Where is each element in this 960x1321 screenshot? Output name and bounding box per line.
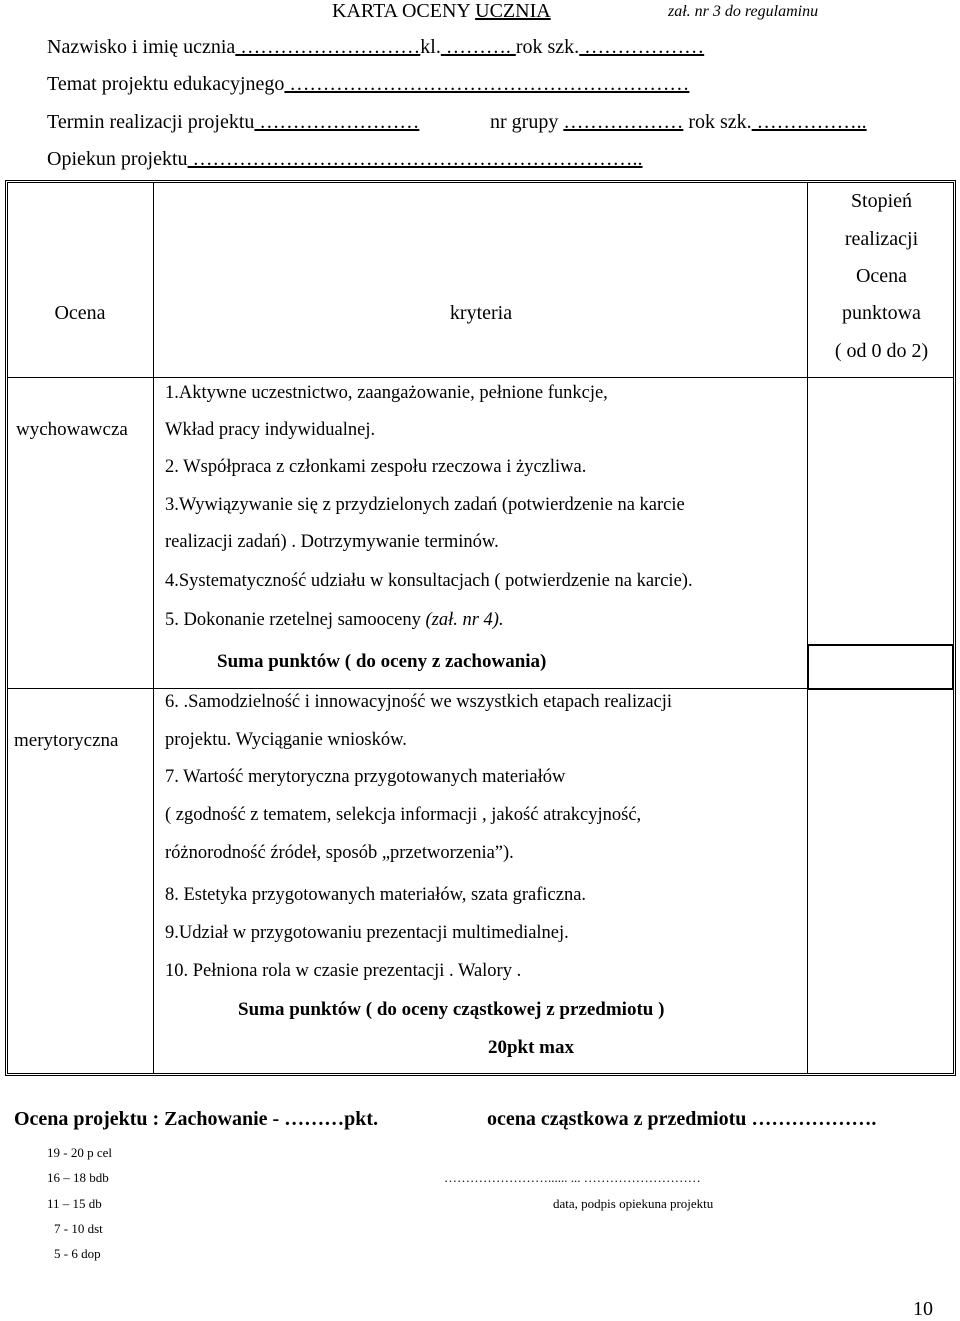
scale-item-dop: 5 - 6 dop: [54, 1246, 101, 1261]
criterion-10: 10. Pełniona rola w czasie prezentacji . Walory .: [165, 961, 522, 981]
school-year-field[interactable]: ………………: [579, 36, 705, 58]
criterion-4: 4.Systematyczność udziału w konsultacjach ( potwierdzenie na karcie).: [165, 571, 693, 591]
school-year-label-2: rok szk.: [688, 111, 752, 133]
scale-item-db: 11 – 15 db: [47, 1196, 102, 1211]
page-number: 10: [913, 1298, 933, 1320]
score-column-header-line-2: realizacji: [844, 228, 919, 250]
column-divider-right-top: [807, 182, 808, 644]
title-underlined: UCZNIA: [475, 0, 551, 22]
grade-column-header: Ocena: [54, 302, 106, 324]
school-year-label: rok szk.: [515, 36, 580, 58]
class-field[interactable]: ……….: [440, 36, 516, 58]
student-name-field[interactable]: ………………………: [235, 36, 421, 58]
signature-label: data, podpis opiekuna projektu: [553, 1196, 714, 1211]
criterion-7-cont-1: ( zgodność z tematem, selekcja informacji , jakość atrakcyjność,: [165, 805, 642, 825]
project-topic-label: Temat projektu edukacyjnego: [47, 73, 285, 95]
signature-dots[interactable]: ……………………...... ... ………………………: [444, 1170, 701, 1185]
criteria-column-header: kryteria: [449, 302, 513, 324]
scale-item-dst: 7 - 10 dst: [54, 1221, 103, 1236]
column-divider-right-bottom: [807, 688, 808, 1074]
project-topic-line: [47, 73, 689, 96]
project-term-line: [47, 111, 867, 134]
behaviour-sum-label: Suma punktów ( do oceny z zachowania): [217, 651, 547, 672]
section-substantive-label: merytoryczna: [14, 730, 119, 751]
criterion-5-reference: (zał. nr 4).: [425, 610, 504, 630]
title-text: KARTA OCENY: [332, 0, 476, 22]
document-title: [332, 0, 551, 23]
tutor-line: [47, 148, 643, 171]
score-column-header-line-5: ( od 0 do 2): [834, 340, 929, 362]
project-term-label: Termin realizacji projektu: [47, 111, 255, 133]
column-divider-left: [153, 182, 154, 1074]
criterion-1-cont: Wkład pracy indywidualnej.: [165, 420, 376, 440]
subject-sum-label: Suma punktów ( do oceny cząstkowej z przedmiotu ): [238, 999, 665, 1020]
attachment-note: zał. nr 3 do regulaminu: [668, 3, 819, 20]
criterion-7-cont-2: różnorodność źródeł, sposób „przetworzenia”).: [165, 843, 514, 863]
project-grade-line: Ocena projektu : Zachowanie - ………pkt.: [14, 1108, 379, 1130]
document-header: [0, 0, 960, 22]
criterion-6: 6. .Samodzielność i innowacyjność we wszystkich etapach realizacji: [165, 692, 673, 712]
criterion-2: 2. Współpraca z członkami zespołu rzeczowa i życzliwa.: [165, 457, 587, 477]
criterion-3-cont: realizacji zadań) . Dotrzymywanie terminów.: [165, 532, 499, 552]
header-row-divider: [7, 377, 954, 378]
criterion-3: 3.Wywiązywanie się z przydzielonych zadań (potwierdzenie na karcie: [165, 495, 685, 515]
score-column-header-line-1: Stopień: [850, 190, 913, 212]
criterion-5: [165, 610, 504, 631]
project-term-field[interactable]: ……………………: [254, 111, 420, 133]
class-label: kl.: [420, 36, 441, 58]
criterion-6-cont: projektu. Wyciąganie wniosków.: [165, 730, 407, 750]
tutor-field[interactable]: …………………………………………………………..: [187, 148, 643, 170]
project-topic-field[interactable]: ……………………………………………………: [284, 73, 690, 95]
criterion-7: 7. Wartość merytoryczna przygotowanych materiałów: [165, 767, 566, 787]
group-number-field[interactable]: ………………: [563, 111, 684, 133]
scale-item-bdb: 16 – 18 bdb: [47, 1170, 109, 1185]
criterion-5-text: 5. Dokonanie rzetelnej samooceny: [165, 610, 426, 630]
section-behaviour-label: wychowawcza: [16, 419, 128, 440]
behaviour-sum-score-box[interactable]: [807, 644, 954, 690]
group-number-label: nr grupy: [490, 111, 559, 133]
criterion-8: 8. Estetyka przygotowanych materiałów, szata graficzna.: [165, 885, 587, 905]
student-name-label: Nazwisko i imię ucznia: [47, 36, 236, 58]
criterion-9: 9.Udział w przygotowaniu prezentacji multimedialnej.: [165, 923, 569, 943]
school-year-field-2[interactable]: ……………..: [751, 111, 867, 133]
scale-item-cel: 19 - 20 p cel: [47, 1145, 112, 1160]
tutor-label: Opiekun projektu: [47, 148, 188, 170]
max-points-label: 20pkt max: [487, 1037, 575, 1058]
student-name-line: [47, 36, 704, 59]
score-column-header-line-4: punktowa: [842, 302, 921, 324]
partial-grade-line: ocena cząstkowa z przedmiotu ……………….: [487, 1108, 877, 1130]
criterion-1: 1.Aktywne uczestnictwo, zaangażowanie, pełnione funkcje,: [165, 383, 608, 403]
score-column-header-line-3: Ocena: [855, 265, 908, 287]
